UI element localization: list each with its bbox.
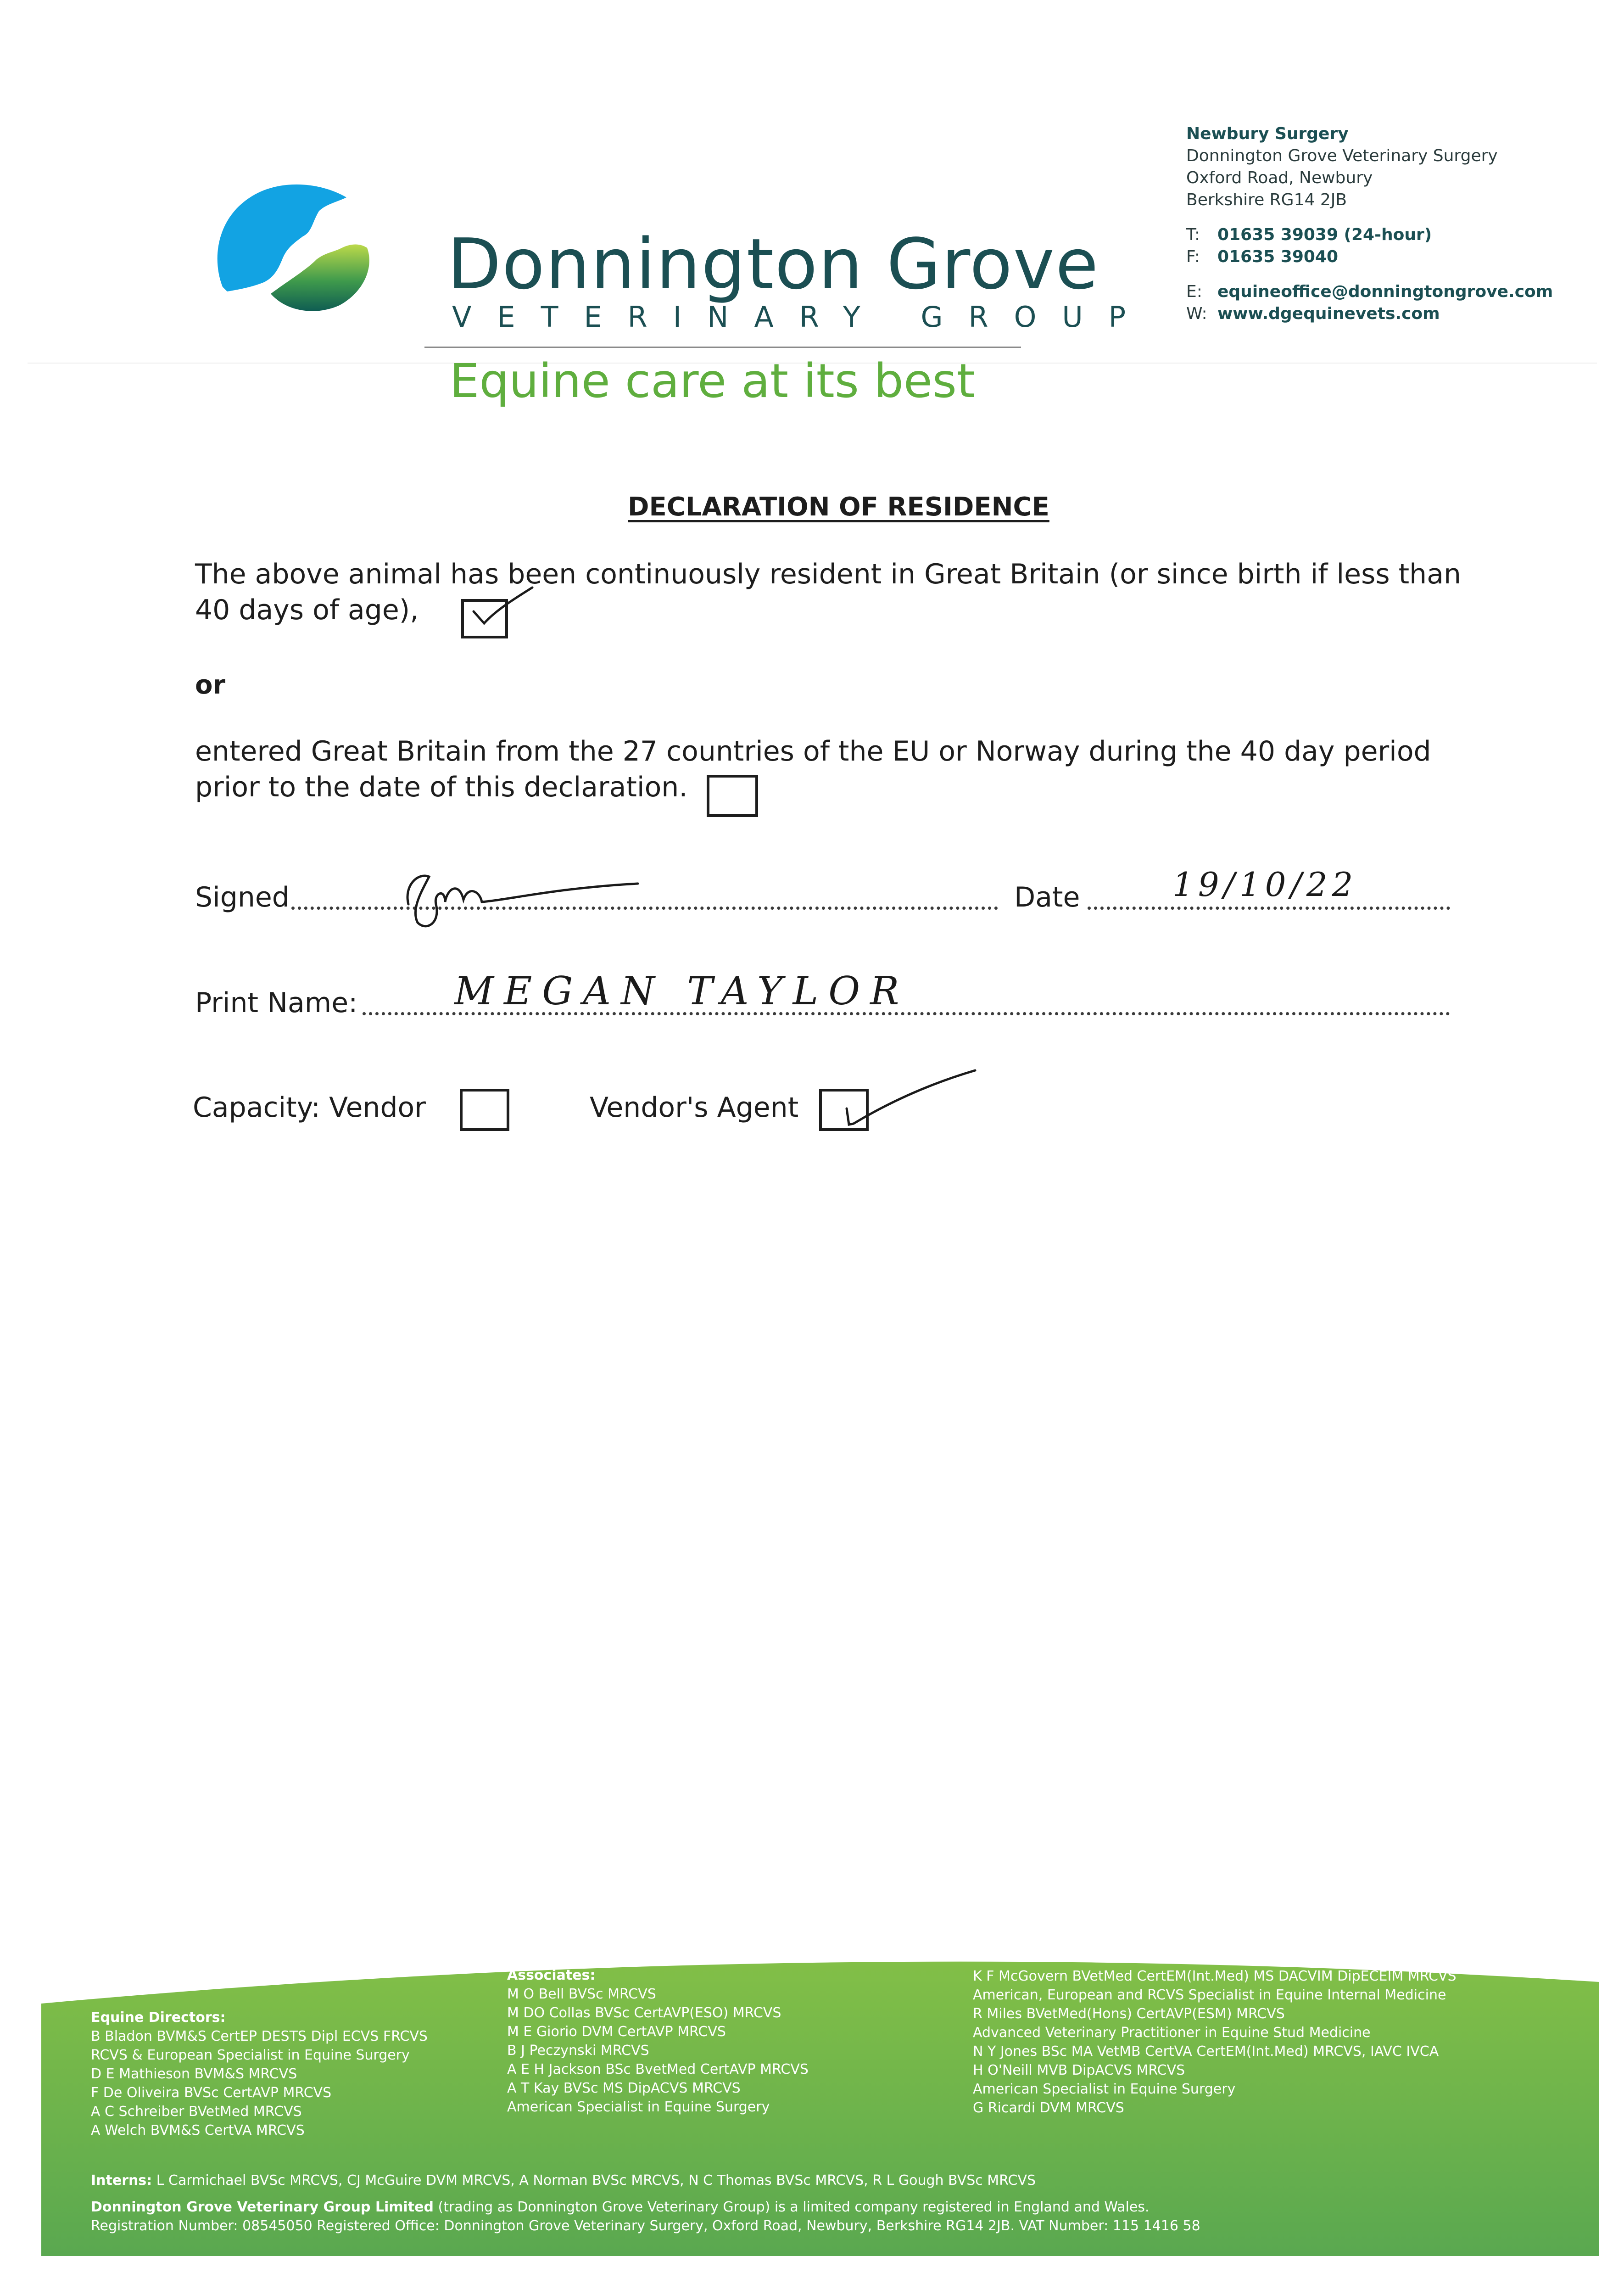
email-label: E:	[1186, 282, 1202, 301]
option2-line1: entered Great Britain from the 27 countries of the EU or Norway during the 40 day period	[195, 735, 1431, 767]
tel-label: T:	[1186, 225, 1200, 244]
associates-column	[507, 1966, 809, 2116]
address-line: Oxford Road, Newbury	[1186, 168, 1373, 187]
print-name-label: Print Name:	[195, 987, 358, 1019]
date-value: 19/10/22	[1172, 865, 1358, 904]
company-line2: Registration Number: 08545050 Registered Office: Donnington Grove Veterinary Surgery, Oxford Road, Newbury, Berkshire RG14 2JB. VAT Number: 115 1416 58	[91, 2218, 1200, 2234]
tel-number: 01635 39039 (24-hour)	[1217, 225, 1432, 244]
associates-heading: Associates:	[507, 1967, 596, 1983]
address-line: Berkshire RG14 2JB	[1186, 190, 1347, 209]
specialists-column	[973, 1967, 1457, 2117]
option1-checkmark-icon	[463, 583, 537, 633]
specialist-entry: G Ricardi DVM MRCVS	[973, 2100, 1124, 2116]
fax-label: F:	[1186, 247, 1200, 266]
specialist-entry: N Y Jones BSc MA VetMB CertVA CertEM(Int.Med) MRCVS, IAVC IVCA	[973, 2043, 1439, 2060]
address-line: Donnington Grove Veterinary Surgery	[1186, 146, 1498, 165]
director-entry: D E Mathieson BVM&S MRCVS	[91, 2066, 297, 2082]
company-line1: (trading as Donnington Grove Veterinary Group) is a limited company registered in England and Wales.	[438, 2199, 1150, 2215]
capacity-vendor-label: Capacity: Vendor	[193, 1092, 426, 1124]
fax-number: 01635 39040	[1217, 247, 1339, 266]
vendors-agent-label: Vendor's Agent	[590, 1092, 799, 1124]
specialist-entry: American, European and RCVS Specialist in Equine Internal Medicine	[973, 1987, 1446, 2003]
date-label: Date	[1014, 881, 1080, 913]
interns-names: L Carmichael BVSc MRCVS, CJ McGuire DVM MRCVS, A Norman BVSc MRCVS, N C Thomas BVSc MRCVS, R L Gough BVSc MRCVS	[156, 2172, 1036, 2189]
specialist-entry: R Miles BVetMed(Hons) CertAVP(ESM) MRCVS	[973, 2006, 1285, 2022]
director-entry: B Bladon BVM&S CertEP DESTS Dipl ECVS FRCVS	[91, 2028, 428, 2044]
surgery-name: Newbury Surgery	[1186, 124, 1349, 143]
brand-name: Donnington Grove	[447, 224, 1099, 305]
interns-label: Interns:	[91, 2172, 152, 2189]
contact-block	[1186, 123, 1553, 325]
vendor-checkbox[interactable]	[460, 1089, 509, 1131]
brand-divider	[424, 347, 1021, 348]
option2-line2: prior to the date of this declaration.	[195, 771, 688, 803]
company-registration	[91, 2198, 1200, 2235]
form-title: DECLARATION OF RESIDENCE	[628, 492, 1049, 522]
signed-label: Signed	[195, 881, 290, 913]
associate-entry: M O Bell BVSc MRCVS	[507, 1986, 656, 2002]
option1-line2: 40 days of age),	[195, 594, 419, 626]
date-line	[1088, 907, 1450, 910]
signature	[390, 854, 647, 932]
associate-entry: American Specialist in Equine Surgery	[507, 2099, 770, 2115]
vendors-agent-checkmark-icon	[821, 1065, 982, 1134]
logo-hills-shape	[271, 245, 369, 311]
associate-entry: A E H Jackson BSc BvetMed CertAVP MRCVS	[507, 2061, 809, 2077]
directors-column	[91, 2008, 428, 2140]
web-label: W:	[1186, 304, 1207, 323]
specialist-entry: H O'Neill MVB DipACVS MRCVS	[973, 2062, 1185, 2078]
tagline: Equine care at its best	[450, 354, 975, 409]
directors-heading: Equine Directors:	[91, 2010, 226, 2026]
director-entry: RCVS & European Specialist in Equine Surgery	[91, 2047, 410, 2063]
donnington-grove-logo	[209, 179, 383, 312]
email-address: equineoffice@donningtongrove.com	[1217, 282, 1553, 301]
director-entry: F De Oliveira BVSc CertAVP MRCVS	[91, 2085, 332, 2101]
option2-checkbox[interactable]	[707, 775, 758, 817]
brand-subtitle: VETERINARY GROUP	[452, 300, 1152, 334]
director-entry: A C Schreiber BVetMed MRCVS	[91, 2104, 302, 2120]
interns-line	[91, 2171, 1036, 2190]
company-name: Donnington Grove Veterinary Group Limited	[91, 2199, 434, 2215]
director-entry: A Welch BVM&S CertVA MRCVS	[91, 2122, 305, 2138]
website: www.dgequinevets.com	[1217, 304, 1440, 323]
print-name-value: MEGAN TAYLOR	[454, 968, 910, 1013]
specialist-entry: K F McGovern BVetMed CertEM(Int.Med) MS DACVIM DipECEIM MRCVS	[973, 1968, 1457, 1984]
specialist-entry: American Specialist in Equine Surgery	[973, 2081, 1236, 2097]
associate-entry: M DO Collas BVSc CertAVP(ESO) MRCVS	[507, 2005, 781, 2021]
specialist-entry: Advanced Veterinary Practitioner in Equine Stud Medicine	[973, 2025, 1371, 2041]
or-separator: or	[195, 670, 226, 700]
associate-entry: A T Kay BVSc MS DipACVS MRCVS	[507, 2080, 741, 2096]
associate-entry: M E Giorio DVM CertAVP MRCVS	[507, 2024, 726, 2040]
associate-entry: B J Peczynski MRCVS	[507, 2043, 649, 2059]
option1-line1: The above animal has been continuously resident in Great Britain (or since birth if less than	[195, 558, 1462, 590]
